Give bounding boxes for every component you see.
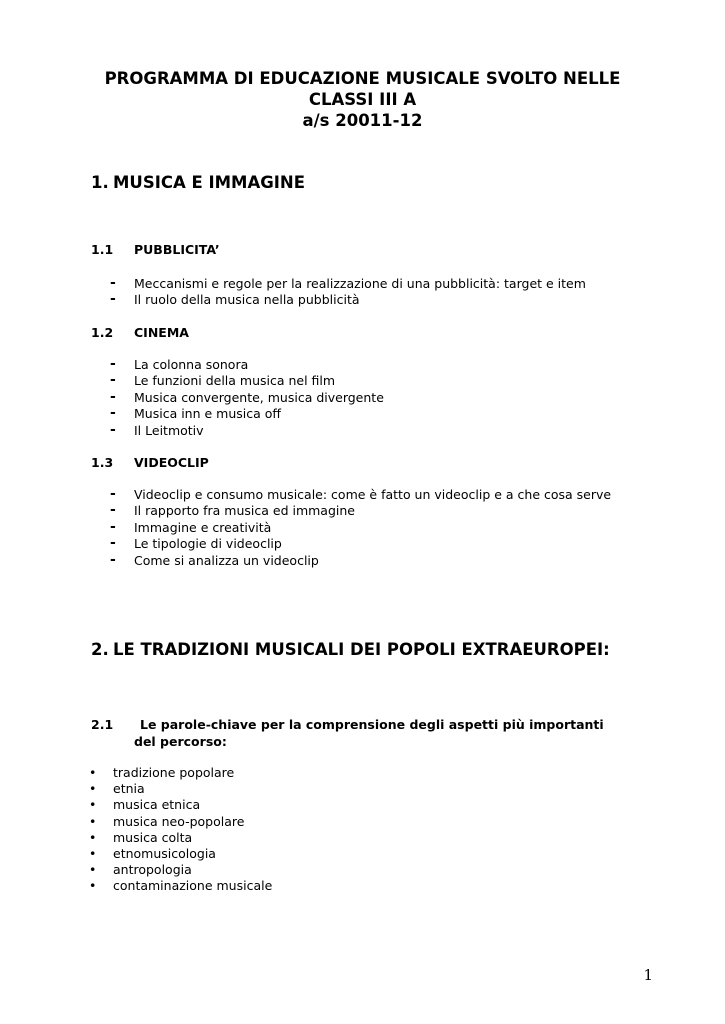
- list-item: - Immagine e creatività: [110, 518, 272, 535]
- document-title: [60, 68, 665, 131]
- dash-marker: -: [110, 388, 116, 405]
- bullet-marker: •: [89, 878, 97, 894]
- list-item: • etnia: [89, 781, 145, 797]
- subsection-1-2-title: CINEMA: [134, 325, 189, 340]
- list-item: • musica colta: [89, 829, 193, 845]
- subsection-1-2-number: 1.2: [91, 325, 114, 340]
- bullet-marker: •: [89, 781, 97, 797]
- subsection-1-3-number: 1.3: [91, 455, 114, 470]
- dash-marker: -: [110, 535, 116, 552]
- section-2-title: LE TRADIZIONI MUSICALI DEI POPOLI EXTRAEUROPEI:: [113, 640, 610, 659]
- dash-marker: -: [110, 291, 116, 308]
- subsection-1-1-title: PUBBLICITA’: [134, 242, 220, 257]
- bullet-marker: •: [89, 862, 97, 878]
- bullet-marker: •: [89, 846, 97, 862]
- list-item: • etnomusicologia: [89, 846, 216, 862]
- dash-marker: -: [110, 518, 116, 535]
- list-item: - Meccanismi e regole per la realizzazione di una pubblicità: target e item: [110, 275, 586, 291]
- section-1-title: MUSICA E IMMAGINE: [113, 173, 305, 192]
- list-item: - Le tipologie di videoclip: [110, 535, 282, 552]
- list-item: - Il ruolo della musica nella pubblicità: [110, 291, 360, 308]
- subsection-1-3-list: [110, 487, 611, 569]
- list-item: • musica neo-popolare: [89, 813, 245, 829]
- list-item: • contaminazione musicale: [89, 878, 273, 894]
- subsection-1-3-title: VIDEOCLIP: [134, 455, 209, 470]
- section-2-number: 2.: [91, 640, 109, 659]
- section-1-heading: [91, 173, 305, 192]
- dash-marker: -: [110, 275, 116, 291]
- subsection-2-1-title: Le parole-chiave per la comprensione degli aspetti più importanti: [140, 717, 604, 732]
- list-item: • antropologia: [89, 862, 192, 878]
- title-line-2: CLASSI III A: [308, 90, 417, 109]
- section-1-number: 1.: [91, 173, 109, 192]
- dash-marker: -: [110, 502, 116, 519]
- dash-marker: -: [110, 551, 116, 568]
- title-line-3: a/s 20011-12: [302, 111, 423, 130]
- list-item: - Il rapporto fra musica ed immagine: [110, 502, 355, 519]
- list-item: - Come si analizza un videoclip: [110, 551, 319, 568]
- bullet-marker: •: [89, 813, 97, 829]
- section-2-heading: [91, 640, 610, 659]
- list-item: • tradizione popolare: [89, 765, 235, 780]
- subsection-1-1-number: 1.1: [91, 242, 114, 257]
- dash-marker: -: [110, 486, 116, 502]
- subsection-2-1-title-continued: del percorso:: [134, 734, 227, 749]
- dash-marker: -: [110, 405, 116, 422]
- subsection-1-2-heading: [91, 325, 189, 340]
- bullet-marker: •: [89, 797, 97, 813]
- list-item: - Le funzioni della musica nel film: [110, 372, 336, 389]
- dash-marker: -: [110, 421, 116, 438]
- subsection-2-1-heading: [91, 716, 604, 750]
- title-line-1: PROGRAMMA DI EDUCAZIONE MUSICALE SVOLTO NELLE: [104, 69, 621, 88]
- dash-marker: -: [110, 356, 116, 372]
- bullet-marker: •: [89, 829, 97, 845]
- subsection-2-1-number: 2.1: [91, 717, 114, 732]
- list-item: - Il Leitmotiv: [110, 421, 204, 438]
- dash-marker: -: [110, 372, 116, 389]
- subsection-1-2-list: [110, 357, 384, 439]
- page-number: 1: [643, 966, 653, 984]
- subsection-1-1-heading: [91, 242, 220, 257]
- subsection-1-3-heading: [91, 455, 209, 470]
- bullet-marker: •: [89, 765, 97, 780]
- list-item: - La colonna sonora: [110, 356, 249, 372]
- list-item: - Videoclip e consumo musicale: come è fatto un videoclip e a che cosa serve: [110, 486, 612, 502]
- subsection-1-1-list: [110, 276, 586, 309]
- list-item: - Musica convergente, musica divergente: [110, 388, 384, 405]
- keywords-list: [89, 765, 272, 895]
- list-item: - Musica inn e musica off: [110, 405, 282, 422]
- list-item: • musica etnica: [89, 797, 201, 813]
